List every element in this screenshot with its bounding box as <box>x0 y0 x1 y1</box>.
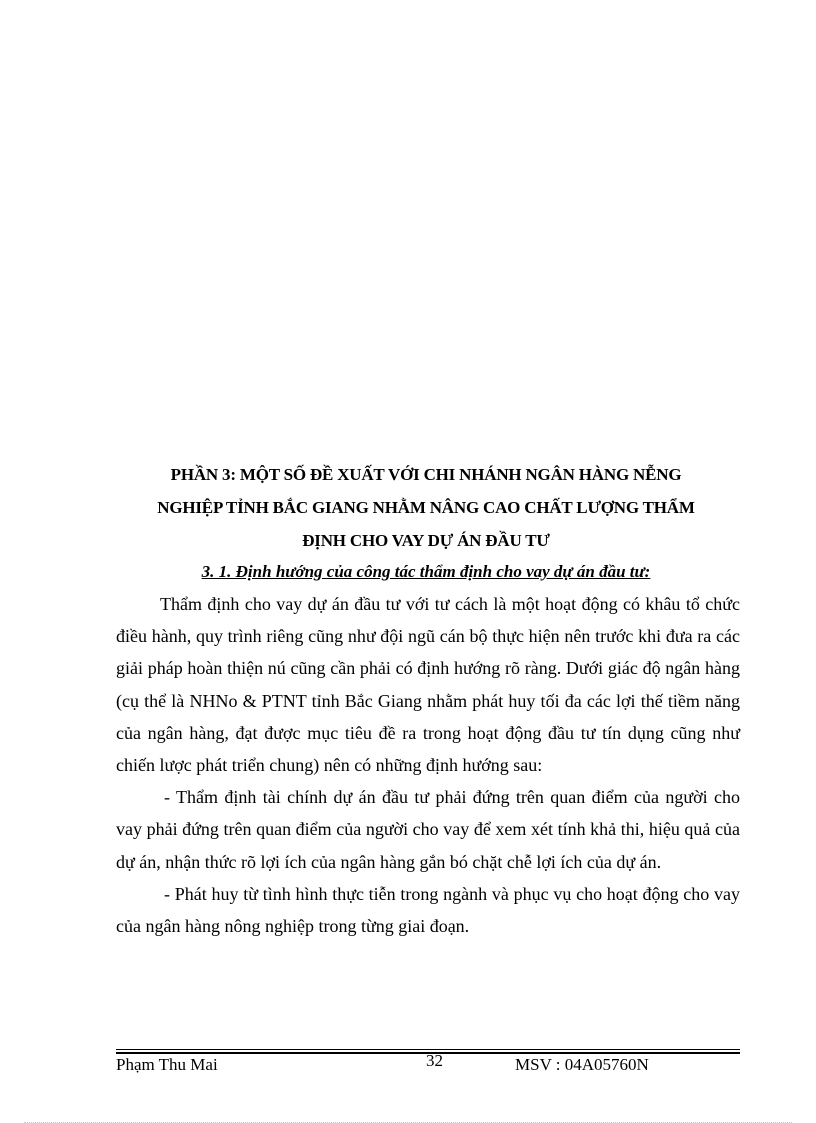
paragraph-bullet-2: - Phát huy từ tình hình thực tiễn trong ngành và phục vụ cho hoạt động cho vay của ngân hàng nông nghiệp trong từng giai đoạn. <box>116 883 740 937</box>
paragraph-bullet-1: - Thẩm định tài chính dự án đầu tư phải đứng trên quan điểm của người cho vay phải đứng trên quan điểm của người cho vay để xem xét tính khả thi, hiệu quả của dự án, nhận thức rõ lợi ích của ngân hàng gắn bó chặt chễ lợi ích của dự án. <box>116 787 740 872</box>
body-text <box>116 588 740 942</box>
footer-page-number: 32 <box>426 1051 443 1070</box>
chapter-heading-line-1: PHẦN 3: MỘT SỐ ĐỀ XUẤT VỚI CHI NHÁNH NGÂN HÀNG NỄNG <box>170 465 682 484</box>
chapter-heading-line-3: ĐỊNH CHO VAY DỰ ÁN ĐẦU TƯ <box>302 531 550 550</box>
footer-student-id: MSV : 04A05760N <box>515 1055 649 1074</box>
footer-author: Phạm Thu Mai <box>116 1055 218 1074</box>
chapter-heading <box>112 458 740 557</box>
section-heading: 3. 1. Định hướng của công tác thẩm định cho vay dự án đầu tư: <box>201 562 651 581</box>
paragraph-intro: Thẩm định cho vay dự án đầu tư với tư cách là một hoạt động có khâu tổ chức điều hành, quy trình riêng cũng như đội ngũ cán bộ thực hiện nên trước khi đưa ra các giải pháp hoàn thiện nú cũng cần phải có định hướng rõ ràng. Dưới giác độ ngân hàng (cụ thể là NHNo & PTNT tỉnh Bắc Giang nhằm phát huy tối đa các lợi thế tiềm năng của ngân hàng, đạt được mục tiêu đề ra trong hoạt động đầu tư tín dụng cũng như chiến lược phát triển chung) nên có những định hướng sau: <box>116 594 740 776</box>
chapter-heading-line-2: NGHIỆP TỈNH BẮC GIANG NHẰM NÂNG CAO CHẤT LƯỢNG THẨM <box>157 498 695 517</box>
